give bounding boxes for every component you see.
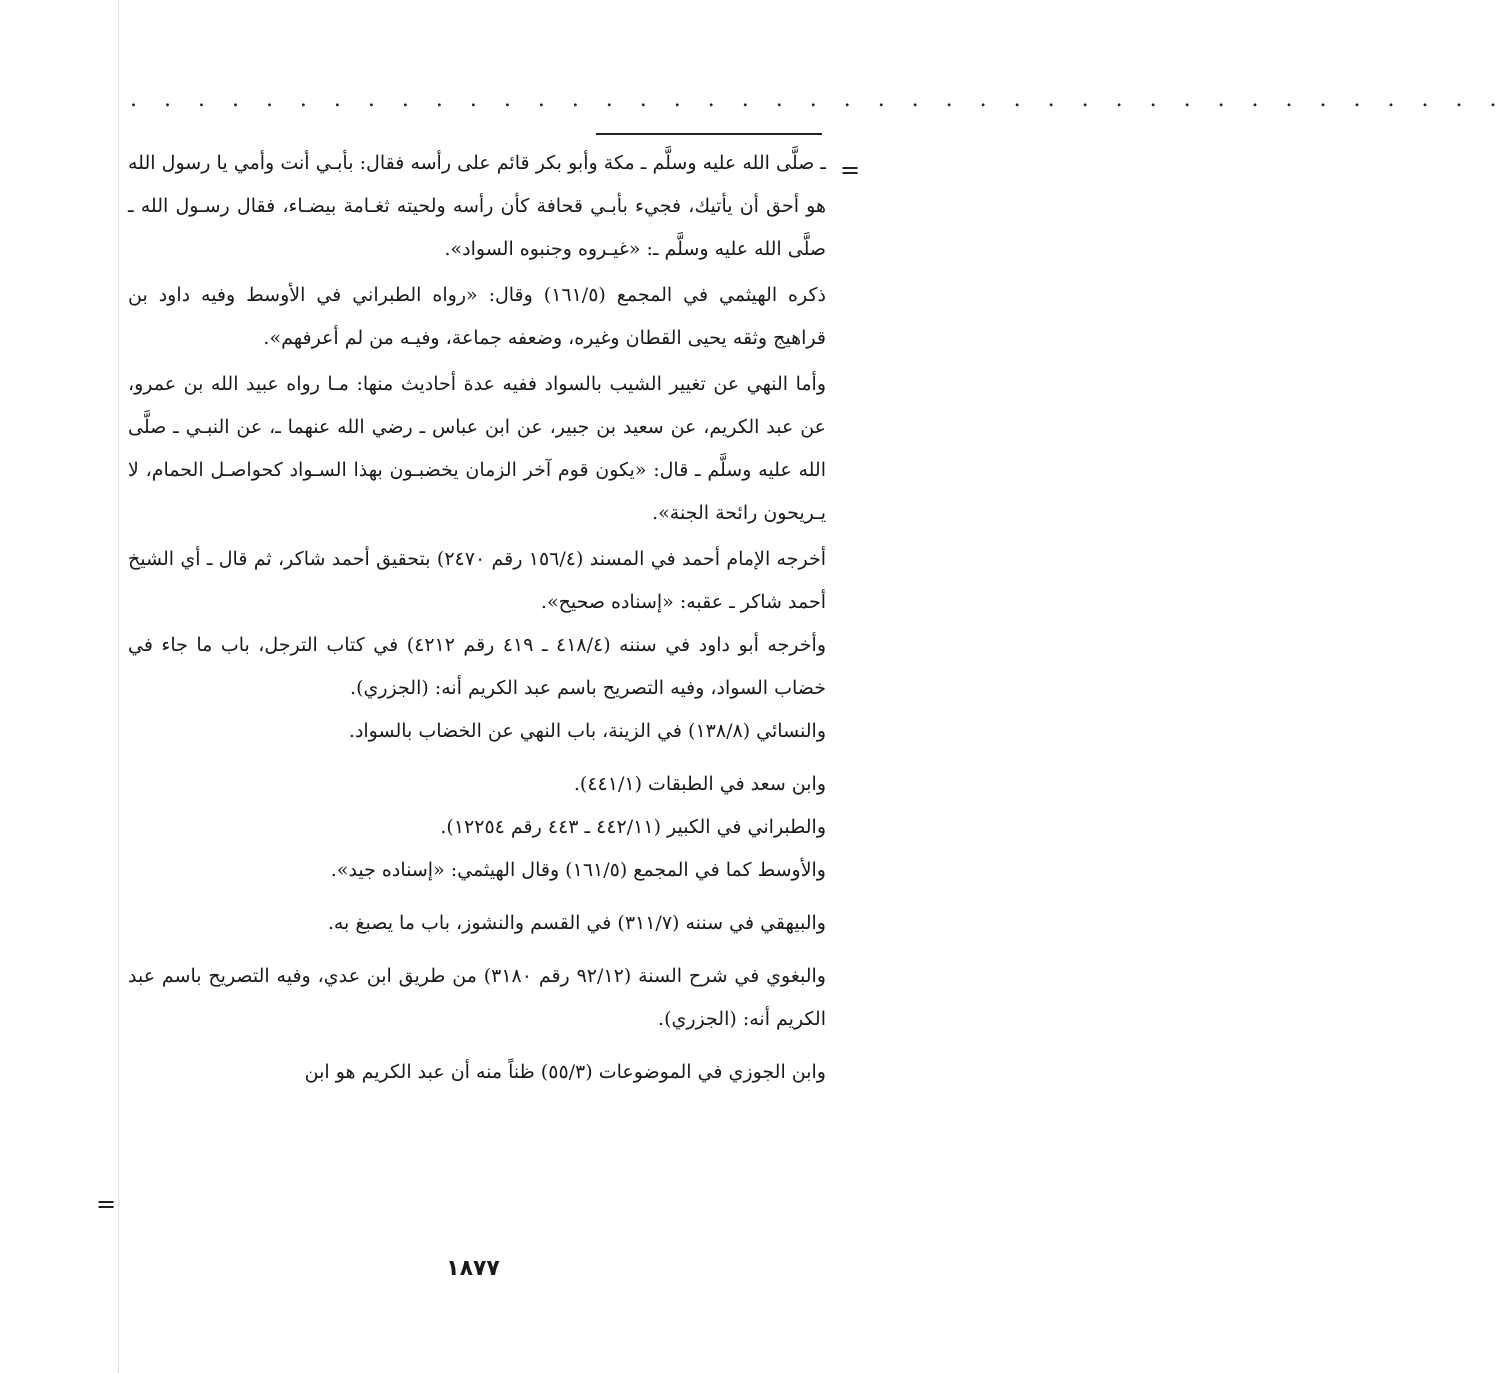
header-dotted-separator: . . . . . . . . . . . . . . . . . . . . . . . . . . . . . . . . . . . . . . . . .	[130, 87, 1506, 112]
paragraph-ibn-saad: وابن سعد في الطبقات (٤٤١/١).	[573, 773, 826, 795]
paragraph-hadith-continuation: ـ صلَّى الله عليه وسلَّم ـ مكة وأبو بكر قائم على رأسه فقال: بأبـي أنت وأمي يا رسول الله هو أحق أن يأتيك، فجيء بأبـي قحافة كأن رأسه ولحيته ثغـامة بيضـاء، فقال رسـول الله ـ صلَّى الله عليه وسلَّم ـ: «غيـروه وجنبوه السواد».	[128, 152, 826, 260]
page-number: ١٨٧٧	[446, 1256, 500, 1281]
footnote-rule	[596, 133, 822, 135]
paragraph-nasai: والنسائي (١٣٨/٨) في الزينة، باب النهي عن الخضاب بالسواد.	[348, 720, 826, 742]
paragraph-tabarani-kabir: والطبراني في الكبير (٤٤٢/١١ ـ ٤٤٣ رقم ١٢٢٥٤).	[440, 816, 826, 838]
paragraph-bayhaqi: والبيهقي في سننه (٣١١/٧) في القسم والنشوز، باب ما يصبغ به.	[327, 912, 826, 934]
paragraph-baghawi: والبغوي في شرح السنة (٩٢/١٢ رقم ٣١٨٠) من طريق ابن عدي، وفيه التصريح باسم عبد الكريم أنه: (الجزري).	[128, 965, 826, 1030]
continuation-mark-bottom: =	[96, 1190, 117, 1218]
paragraph-tabarani-awsat: والأوسط كما في المجمع (١٦١/٥) وقال الهيثمي: «إسناده جيد».	[330, 859, 826, 881]
page-edge-line	[118, 0, 119, 1373]
continuation-mark-top: =	[840, 156, 861, 184]
paragraph-prohibition-black-dye: وأما النهي عن تغيير الشيب بالسواد ففيه عدة أحاديث منها: مـا رواه عبيد الله بن عمرو، عن عبد الكريم، عن سعيد بن جبير، عن ابن عباس ـ رضي الله عنهما ـ، عن النبـي ـ صلَّى الله عليه وسلَّم ـ قال: «يكون قوم آخر الزمان يخضبـون بهذا السـواد كحواصـل الحمام، لا يـريحون رائحة الجنة».	[128, 373, 826, 524]
paragraph-haythami-majma: ذكره الهيثمي في المجمع (١٦١/٥) وقال: «رواه الطبراني في الأوسط وفيه داود بن قراهيج وثقه يحيى القطان وغيره، وضعفه جماعة، وفيـه من لم أعرفهم».	[128, 284, 827, 349]
paragraph-ahmad-musnad: أخرجه الإمام أحمد في المسند (١٥٦/٤ رقم ٢٤٧٠) بتحقيق أحمد شاكر، ثم قال ـ أي الشيخ أحمد شاكر ـ عقبه: «إسناده صحيح».	[128, 548, 826, 613]
paragraph-ibn-al-jawzi: وابن الجوزي في الموضوعات (٥٥/٣) ظناً منه أن عبد الكريم هو ابن	[304, 1061, 826, 1083]
footnote-text-block	[128, 142, 826, 1094]
paragraph-abu-dawud: وأخرجه أبو داود في سننه (٤١٨/٤ ـ ٤١٩ رقم ٤٢١٢) في كتاب الترجل، باب ما جاء في خضاب السواد، وفيه التصريح باسم عبد الكريم أنه: (الجزري).	[128, 634, 826, 699]
